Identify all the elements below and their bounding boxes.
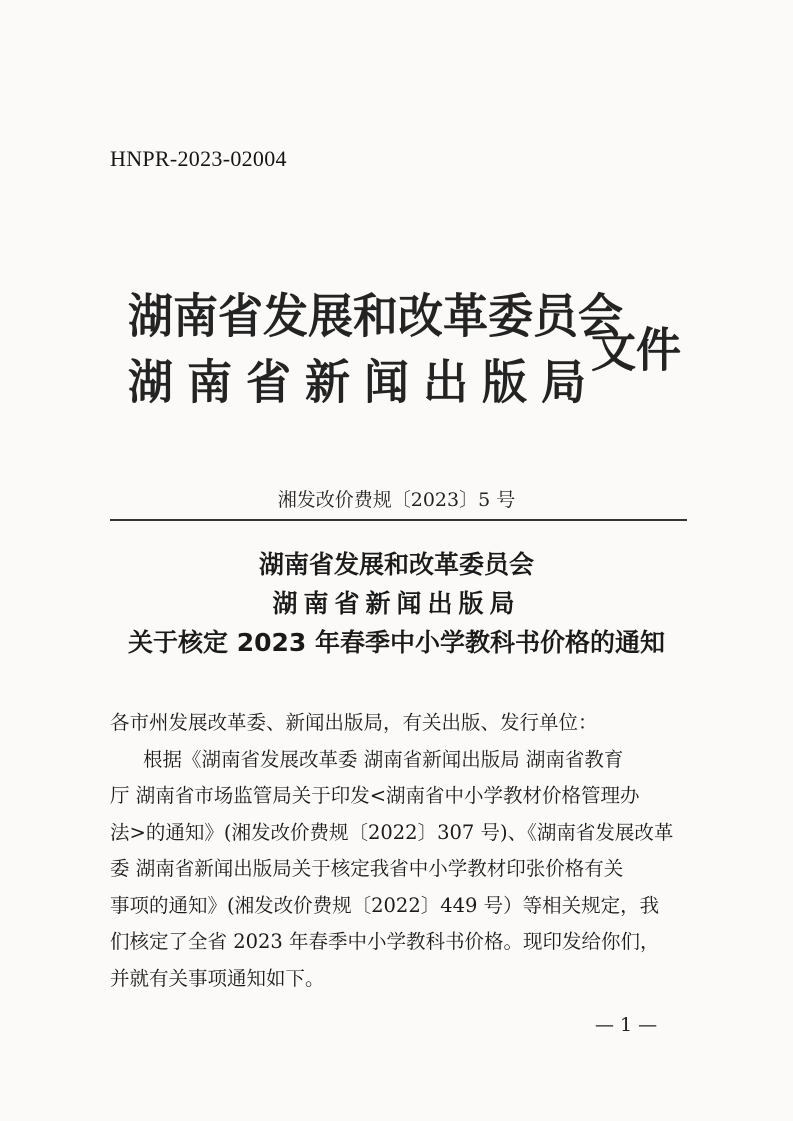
body-line: 厅 湖南省市场监管局关于印发<湖南省中小学教材价格管理办 xyxy=(110,784,640,807)
body-line: 委 湖南省新闻出版局关于核定我省中小学教材印张价格有关 xyxy=(110,857,624,880)
masthead xyxy=(128,282,682,414)
document-number: 湘发改价费规〔2023〕5 号 xyxy=(277,489,516,511)
title-line-2: 湖南省新闻出版局 xyxy=(272,589,521,618)
document-body xyxy=(110,705,687,997)
title-line-3: 关于核定 2023 年春季中小学教科书价格的通知 xyxy=(128,628,665,657)
body-line: 事项的通知》(湘发改价费规〔2022〕449 号）等相关规定，我 xyxy=(110,893,660,917)
title-line-1: 湖南省发展和改革委员会 xyxy=(258,550,534,579)
body-line: 们核定了全省 2023 年春季中小学教科书价格。现印发给你们， xyxy=(110,930,660,953)
body-line: 并就有关事项通知如下。 xyxy=(110,966,325,990)
page-number: — 1 — xyxy=(595,1014,658,1036)
header-divider xyxy=(110,519,687,521)
masthead-issuer-1: 湖南省发展和改革委员会 xyxy=(128,288,624,344)
document-code: HNPR-2023-02004 xyxy=(110,146,287,171)
body-line: 法>的通知》(湘发改价费规〔2022〕307 号)、《湖南省发展改革 xyxy=(110,820,674,844)
masthead-issuer-2: 湖南省新闻出版局 xyxy=(128,354,601,410)
masthead-suffix: 文件 xyxy=(591,322,682,379)
salutation: 各市州发展改革委、新闻出版局，有关出版、发行单位： xyxy=(110,711,598,734)
document-title xyxy=(0,545,793,662)
body-line: 根据《湖南省发展改革委 湖南省新闻出版局 湖南省教育 xyxy=(143,747,624,771)
